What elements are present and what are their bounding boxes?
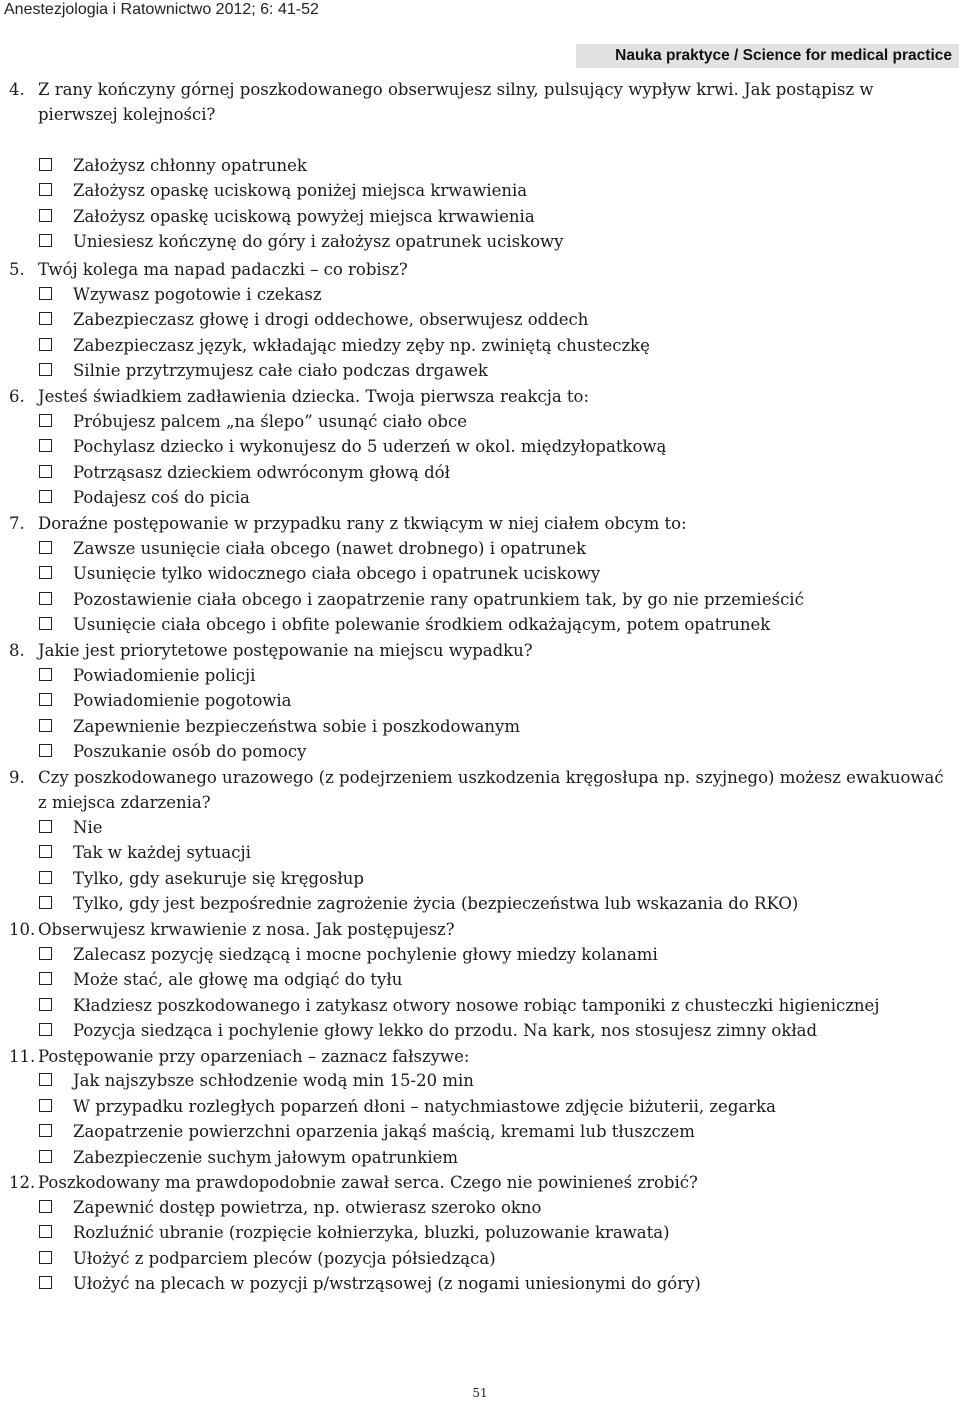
answer-label: Tak w każdej sytuacji [73, 843, 251, 862]
answer-label: Założysz opaskę uciskową poniżej miejsca krwawienia [73, 181, 528, 200]
answer-label: Ułożyć na plecach w pozycji p/wstrząsowej (z nogami uniesionymi do góry) [73, 1274, 701, 1293]
answer-option[interactable] [39, 993, 879, 1018]
answer-label: Zapewnienie bezpieczeństwa sobie i poszkodowanym [73, 717, 520, 736]
question-number: 8. [9, 641, 25, 660]
question-number: 11. [9, 1047, 36, 1066]
checkbox-icon[interactable] [39, 1276, 52, 1289]
checkbox-icon[interactable] [39, 209, 52, 222]
answer-option[interactable] [39, 282, 322, 307]
question-text: Jesteś świadkiem zadławienia dziecka. Twoja pierwsza reakcja to: [38, 387, 590, 406]
answer-label: Tylko, gdy asekuruje się kręgosłup [73, 869, 364, 888]
answer-option[interactable] [39, 178, 527, 203]
answer-label: Powiadomienie pogotowia [73, 691, 292, 710]
checkbox-icon[interactable] [39, 1124, 52, 1137]
answer-label: Rozluźnić ubranie (rozpięcie kołnierzyka, bluzki, poluzowanie krawata) [73, 1223, 670, 1242]
answer-option[interactable] [39, 663, 255, 688]
answer-label: Usunięcie tylko widocznego ciała obcego i opatrunek uciskowy [73, 564, 601, 583]
checkbox-icon[interactable] [39, 998, 52, 1011]
question-number: 7. [9, 514, 25, 533]
answer-option[interactable] [39, 204, 535, 229]
answer-label: Zawsze usunięcie ciała obcego (nawet drobnego) i opatrunek [73, 539, 587, 558]
checkbox-icon[interactable] [39, 158, 52, 171]
answer-label: Ułożyć z podparciem pleców (pozycja półsiedząca) [73, 1249, 496, 1268]
answer-label: Zalecasz pozycję siedzącą i mocne pochylenie głowy miedzy kolanami [73, 945, 658, 964]
checkbox-icon[interactable] [39, 668, 52, 681]
checkbox-icon[interactable] [39, 592, 52, 605]
question-4 [9, 77, 955, 128]
answer-option[interactable] [39, 866, 364, 891]
answer-option[interactable] [39, 891, 798, 916]
answer-option[interactable] [39, 409, 467, 434]
answer-option[interactable] [39, 1145, 458, 1170]
checkbox-icon[interactable] [39, 414, 52, 427]
answer-option[interactable] [39, 967, 402, 992]
question-text: Z rany kończyny górnej poszkodowanego obserwujesz silny, pulsujący wypływ krwi. Jak postąpisz w pierwszej kolejności? [38, 80, 874, 125]
checkbox-icon[interactable] [39, 617, 52, 630]
checkbox-icon[interactable] [39, 1251, 52, 1264]
checkbox-icon[interactable] [39, 312, 52, 325]
answer-label: Uniesiesz kończynę do góry i założysz opatrunek uciskowy [73, 232, 564, 251]
question-5 [9, 257, 955, 282]
question-number: 5. [9, 260, 25, 279]
answer-option[interactable] [39, 561, 600, 586]
answer-label: Może stać, ale głowę ma odgiąć do tyłu [73, 970, 403, 989]
question-9 [9, 765, 955, 816]
answer-option[interactable] [39, 840, 251, 865]
question-12 [9, 1170, 955, 1195]
answer-label: Usunięcie ciała obcego i obfite polewanie środkiem odkażającym, potem opatrunek [73, 615, 771, 634]
answer-option[interactable] [39, 612, 770, 637]
checkbox-icon[interactable] [39, 1200, 52, 1213]
checkbox-icon[interactable] [39, 1225, 52, 1238]
answer-label: Pochylasz dziecko i wykonujesz do 5 uderzeń w okol. międzyłopatkową [73, 437, 667, 456]
checkbox-icon[interactable] [39, 287, 52, 300]
answer-option[interactable] [39, 153, 307, 178]
answer-option[interactable] [39, 942, 658, 967]
question-8 [9, 638, 955, 663]
question-text: Twój kolega ma napad padaczki – co robisz? [38, 260, 408, 279]
answer-option[interactable] [39, 1246, 496, 1271]
question-number: 10. [9, 920, 36, 939]
checkbox-icon[interactable] [39, 693, 52, 706]
answer-option[interactable] [39, 1094, 776, 1119]
answer-option[interactable] [39, 485, 250, 510]
answer-label: W przypadku rozległych poparzeń dłoni – natychmiastowe zdjęcie biżuterii, zegarka [73, 1097, 776, 1116]
question-text: Doraźne postępowanie w przypadku rany z tkwiącym w niej ciałem obcym to: [38, 514, 687, 533]
answer-label: Zapewnić dostęp powietrza, np. otwierasz szeroko okno [73, 1198, 542, 1217]
page-number: 51 [472, 1386, 488, 1400]
checkbox-icon[interactable] [39, 541, 52, 554]
answer-label: Silnie przytrzymujesz całe ciało podczas drgawek [73, 361, 488, 380]
answer-option[interactable] [39, 229, 564, 254]
answer-option[interactable] [39, 815, 102, 840]
answer-label: Jak najszybsze schłodzenie wodą min 15-20 min [73, 1071, 474, 1090]
checkbox-icon[interactable] [39, 465, 52, 478]
checkbox-icon[interactable] [39, 363, 52, 376]
checkbox-icon[interactable] [39, 719, 52, 732]
answer-label: Nie [73, 818, 103, 837]
question-text: Czy poszkodowanego urazowego (z podejrzeniem uszkodzenia kręgosłupa np. szyjnego) możesz ewakuować z miejsca zdarzenia? [38, 768, 944, 813]
checkbox-icon[interactable] [39, 1073, 52, 1086]
question-11 [9, 1044, 955, 1069]
answer-label: Podajesz coś do picia [73, 488, 250, 507]
question-number: 9. [9, 768, 25, 787]
question-text: Postępowanie przy oparzeniach – zaznacz fałszywe: [38, 1047, 470, 1066]
answer-label: Potrząsasz dzieckiem odwróconym głową dół [73, 463, 450, 482]
answer-option[interactable] [39, 714, 520, 739]
answer-option[interactable] [39, 587, 804, 612]
checkbox-icon[interactable] [39, 439, 52, 452]
journal-citation: Anestezjologia i Ratownictwo 2012; 6: 41-52 [4, 1, 319, 18]
checkbox-icon[interactable] [39, 490, 52, 503]
answer-option[interactable] [39, 333, 650, 358]
checkbox-icon[interactable] [39, 338, 52, 351]
checkbox-icon[interactable] [39, 183, 52, 196]
answer-label: Tylko, gdy jest bezpośrednie zagrożenie życia (bezpieczeństwa lub wskazania do RKO) [73, 894, 799, 913]
answer-label: Wzywasz pogotowie i czekasz [73, 285, 322, 304]
answer-option[interactable] [39, 307, 588, 332]
answer-option[interactable] [39, 358, 488, 383]
answer-option[interactable] [39, 536, 586, 561]
question-number: 6. [9, 387, 25, 406]
answer-option[interactable] [39, 460, 450, 485]
checkbox-icon[interactable] [39, 1150, 52, 1163]
answer-option[interactable] [39, 1119, 695, 1144]
question-7 [9, 511, 955, 536]
checkbox-icon[interactable] [39, 820, 52, 833]
answer-label: Założysz chłonny opatrunek [73, 156, 307, 175]
answer-label: Pozycja siedząca i pochylenie głowy lekko do przodu. Na kark, nos stosujesz zimny okład [73, 1021, 818, 1040]
answer-option[interactable] [39, 1271, 701, 1296]
answer-label: Próbujesz palcem „na ślepo” usunąć ciało obce [73, 412, 467, 431]
question-10 [9, 917, 955, 942]
answer-option[interactable] [39, 1018, 817, 1043]
answer-option[interactable] [39, 1068, 474, 1093]
section-header: Nauka praktyce / Science for medical practice [576, 44, 959, 68]
question-number: 12. [9, 1173, 36, 1192]
checkbox-icon[interactable] [39, 845, 52, 858]
checkbox-icon[interactable] [39, 234, 52, 247]
answer-option[interactable] [39, 434, 666, 459]
question-6 [9, 384, 955, 409]
checkbox-icon[interactable] [39, 896, 52, 909]
checkbox-icon[interactable] [39, 744, 52, 757]
answer-label: Zaopatrzenie powierzchni oparzenia jakąś maścią, kremami lub tłuszczem [73, 1122, 695, 1141]
checkbox-icon[interactable] [39, 947, 52, 960]
answer-label: Założysz opaskę uciskową powyżej miejsca krwawienia [73, 207, 535, 226]
answer-label: Pozostawienie ciała obcego i zaopatrzenie rany opatrunkiem tak, by go nie przemieścić [73, 590, 804, 609]
answer-option[interactable] [39, 739, 306, 764]
answer-label: Kładziesz poszkodowanego i zatykasz otwory nosowe robiąc tamponiki z chusteczki higienicznej [73, 996, 880, 1015]
question-text: Obserwujesz krwawienie z nosa. Jak postępujesz? [38, 920, 455, 939]
answer-label: Zabezpieczasz głowę i drogi oddechowe, obserwujesz oddech [73, 310, 589, 329]
checkbox-icon[interactable] [39, 1023, 52, 1036]
checkbox-icon[interactable] [39, 871, 52, 884]
answer-label: Powiadomienie policji [73, 666, 256, 685]
answer-label: Zabezpieczasz język, wkładając miedzy zęby np. zwiniętą chusteczkę [73, 336, 650, 355]
answer-option[interactable] [39, 688, 292, 713]
checkbox-icon[interactable] [39, 566, 52, 579]
answer-option[interactable] [39, 1195, 541, 1220]
answer-label: Zabezpieczenie suchym jałowym opatrunkiem [73, 1148, 459, 1167]
question-text: Poszkodowany ma prawdopodobnie zawał serca. Czego nie powinieneś zrobić? [38, 1173, 698, 1192]
checkbox-icon[interactable] [39, 1099, 52, 1112]
answer-label: Poszukanie osób do pomocy [73, 742, 307, 761]
checkbox-icon[interactable] [39, 972, 52, 985]
question-number: 4. [9, 80, 25, 99]
question-text: Jakie jest priorytetowe postępowanie na miejscu wypadku? [38, 641, 533, 660]
answer-option[interactable] [39, 1220, 670, 1245]
